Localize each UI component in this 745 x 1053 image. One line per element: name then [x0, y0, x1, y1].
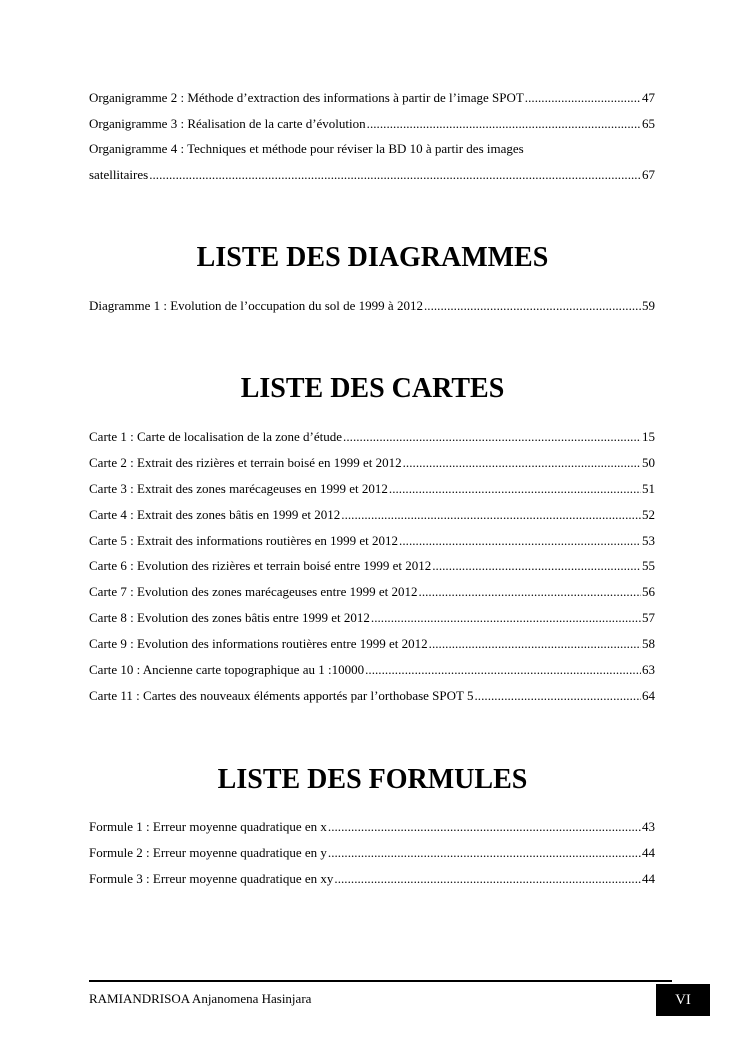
toc-entry-page: 50	[642, 455, 655, 470]
toc-entry-organigramme-3	[89, 115, 655, 133]
toc-entry-text: Carte 6 : Evolution des rizières et terrain boisé entre 1999 et 2012	[89, 558, 432, 573]
toc-entry-page: 53	[642, 533, 655, 548]
toc-entry-page: 44	[642, 871, 655, 886]
dot-leader	[334, 870, 641, 888]
toc-entry-text: Carte 11 : Cartes des nouveaux éléments apportés par l’orthobase SPOT 5	[89, 688, 474, 703]
toc-entry-carte-9	[89, 635, 655, 653]
footer-author: RAMIANDRISOA Anjanomena Hasinjara	[89, 991, 312, 1006]
toc-entry-text: Carte 7 : Evolution des zones marécageuses entre 1999 et 2012	[89, 584, 418, 599]
toc-entry-text: Organigramme 3 : Réalisation de la carte d’évolution	[89, 116, 366, 131]
toc-entry-carte-4	[89, 506, 655, 524]
toc-entry-carte-10	[89, 661, 655, 679]
dot-leader	[424, 297, 641, 315]
toc-entry-text: Formule 2 : Erreur moyenne quadratique en y	[89, 845, 327, 860]
section-title-formules: LISTE DES FORMULES	[217, 764, 528, 795]
toc-entry-text: Carte 10 : Ancienne carte topographique au 1 :10000	[89, 662, 365, 677]
toc-entry-page: 64	[642, 688, 655, 703]
toc-entry-text: Carte 3 : Extrait des zones marécageuses en 1999 et 2012	[89, 481, 388, 496]
toc-entry-formule-2	[89, 844, 655, 862]
dot-leader	[429, 635, 641, 653]
toc-entry-organigramme-4-line2	[89, 166, 655, 184]
toc-entry-page: 57	[642, 610, 655, 625]
toc-entry-text: Carte 2 : Extrait des rizières et terrain boisé en 1999 et 2012	[89, 455, 402, 470]
page-number-badge: VI	[656, 984, 710, 1016]
dot-leader	[432, 557, 641, 575]
dot-leader	[403, 454, 641, 472]
toc-entry-carte-8	[89, 609, 655, 627]
toc-entry-text: Carte 8 : Evolution des zones bâtis entre 1999 et 2012	[89, 610, 370, 625]
dot-leader	[149, 166, 641, 184]
dot-leader	[475, 687, 642, 705]
toc-entry-organigramme-2	[89, 89, 655, 107]
toc-entry-page: 47	[642, 90, 655, 105]
toc-entry-text: Formule 1 : Erreur moyenne quadratique en x	[89, 819, 327, 834]
toc-entry-text: Carte 5 : Extrait des informations routières en 1999 et 2012	[89, 533, 399, 548]
dot-leader	[371, 609, 641, 627]
dot-leader	[399, 532, 641, 550]
toc-entry-carte-5	[89, 532, 655, 550]
toc-entry-page: 44	[642, 845, 655, 860]
toc-entry-text: Carte 1 : Carte de localisation de la zone d’étude	[89, 429, 343, 444]
footer-rule	[89, 980, 672, 982]
dot-leader	[367, 115, 641, 133]
toc-entry-text: Formule 3 : Erreur moyenne quadratique en xy	[89, 871, 334, 886]
section-title-cartes: LISTE DES CARTES	[240, 373, 505, 404]
toc-entry-page: 65	[642, 116, 655, 131]
toc-entry-page: 43	[642, 819, 655, 834]
dot-leader	[525, 89, 641, 107]
dot-leader	[328, 844, 641, 862]
toc-entry-text: satellitaires	[89, 167, 149, 182]
toc-entry-carte-6	[89, 557, 655, 575]
toc-entry-page: 56	[642, 584, 655, 599]
toc-entry-page: 15	[642, 429, 655, 444]
toc-entry-page: 59	[642, 298, 655, 313]
toc-entry-carte-11	[89, 687, 655, 705]
dot-leader	[419, 583, 641, 601]
toc-entry-page: 52	[642, 507, 655, 522]
toc-entry-carte-7	[89, 583, 655, 601]
dot-leader	[389, 480, 641, 498]
section-title-diagrammes: LISTE DES DIAGRAMMES	[196, 242, 549, 273]
toc-entry-page: 63	[642, 662, 655, 677]
dot-leader	[365, 661, 641, 679]
dot-leader	[328, 818, 641, 836]
toc-entry-page: 55	[642, 558, 655, 573]
toc-entry-text: Carte 4 : Extrait des zones bâtis en 1999 et 2012	[89, 507, 341, 522]
dot-leader	[341, 506, 641, 524]
dot-leader	[343, 428, 641, 446]
toc-entry-carte-1	[89, 428, 655, 446]
toc-entry-carte-2	[89, 454, 655, 472]
toc-entry-organigramme-4-line1: Organigramme 4 : Techniques et méthode pour réviser la BD 10 à partir des images	[89, 141, 524, 156]
toc-entry-text: Carte 9 : Evolution des informations routières entre 1999 et 2012	[89, 636, 428, 651]
toc-entry-text: Organigramme 2 : Méthode d’extraction des informations à partir de l’image SPOT	[89, 90, 524, 105]
toc-entry-carte-3	[89, 480, 655, 498]
toc-entry-page: 67	[642, 167, 655, 182]
toc-entry-formule-1	[89, 818, 655, 836]
toc-entry-page: 58	[642, 636, 655, 651]
toc-entry-text: Diagramme 1 : Evolution de l’occupation du sol de 1999 à 2012	[89, 298, 423, 313]
toc-entry-diagramme-1	[89, 297, 655, 315]
toc-entry-formule-3	[89, 870, 655, 888]
toc-entry-page: 51	[642, 481, 655, 496]
